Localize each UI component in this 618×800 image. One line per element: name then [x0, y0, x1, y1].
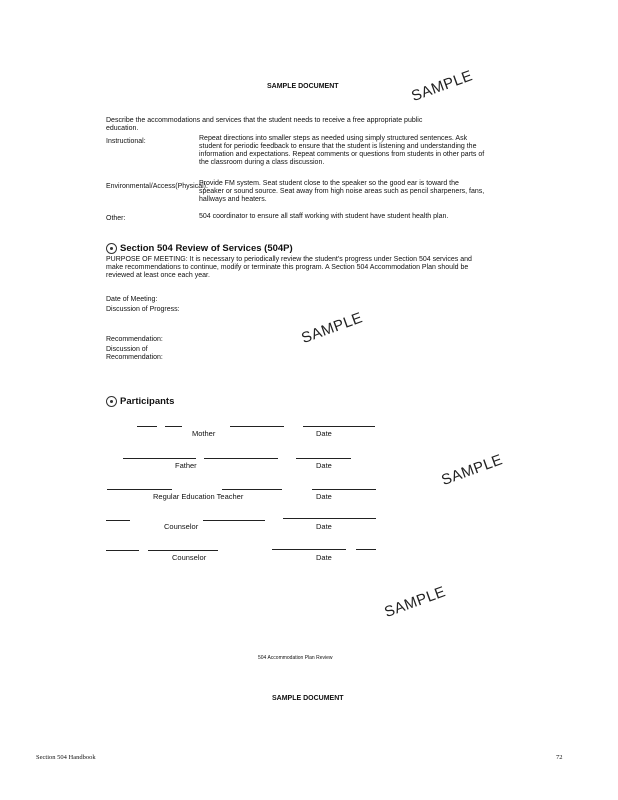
accommodation-label: Other: [106, 215, 126, 222]
participant-date-label: Date [316, 461, 332, 470]
sample-watermark: SAMPLE [382, 583, 449, 621]
participants-heading [106, 396, 174, 407]
purpose-line: make recommendations to continue, modify or terminate this program. A Section 504 Accommodation Plan should be [106, 264, 469, 271]
date-line [272, 549, 346, 550]
intro-text [106, 117, 506, 133]
accommodation-line: student for periodic feedback to ensure that the student is listening and understanding the [199, 143, 477, 150]
recommendation-label: Recommendation: [106, 336, 163, 343]
participant-role-label: Counselor [164, 522, 199, 531]
document-header-title: SAMPLE DOCUMENT [267, 83, 339, 90]
accommodation-line: the classroom during a class discussion. [199, 159, 325, 166]
signature-line [107, 489, 172, 490]
accommodation-line: information and expectations. Repeat comments or questions from students in other parts of [199, 151, 485, 158]
accommodation-line: Provide FM system. Seat student close to the speaker so the good ear is toward the [199, 180, 459, 187]
section-bullet-icon [106, 243, 117, 254]
intro-line: Describe the accommodations and services that the student needs to receive a free appropriate public [106, 117, 423, 124]
signature-line [106, 520, 130, 521]
participant-date-label: Date [316, 492, 332, 501]
purpose-line: PURPOSE OF MEETING: It is necessary to periodically review the student's progress under Section 504 services and [106, 256, 472, 263]
participant-date-label: Date [316, 553, 332, 562]
review-section-heading [106, 243, 293, 254]
signature-line [222, 489, 282, 490]
sample-watermark: SAMPLE [299, 309, 366, 347]
signature-line [137, 426, 157, 427]
accommodation-line: 504 coordinator to ensure all staff working with student have student health plan. [199, 213, 449, 220]
section-bullet-icon [106, 396, 117, 407]
accommodation-label: Environmental/Access(Physical): [106, 183, 208, 190]
accommodation-description [199, 213, 499, 221]
date-line [303, 426, 375, 427]
date-line [356, 549, 376, 550]
date-line [283, 518, 376, 519]
participant-date-label: Date [316, 429, 332, 438]
date-line [312, 489, 376, 490]
accommodation-description [199, 180, 499, 204]
form-caption: 504 Accommodation Plan Review [258, 655, 333, 661]
footer-page-number: 72 [556, 754, 563, 761]
participants-heading-text: Participants [120, 396, 175, 408]
discussion-line: Discussion of [106, 346, 148, 353]
signature-line [230, 426, 284, 427]
accommodation-description [199, 135, 499, 167]
accommodation-line: speaker or sound source. Seat away from high noise areas such as pencil sharpeners, fans, [199, 188, 485, 195]
accommodation-label: Instructional: [106, 138, 146, 145]
review-heading-text: Section 504 Review of Services (504P) [120, 243, 293, 255]
participant-role-label: Regular Education Teacher [153, 492, 244, 501]
sample-watermark: SAMPLE [409, 67, 476, 105]
date-line [296, 458, 351, 459]
accommodation-line: hallways and heaters. [199, 196, 267, 203]
signature-line [123, 458, 196, 459]
discussion-line: Recommendation: [106, 354, 163, 361]
participant-role-label: Father [175, 461, 197, 470]
discussion-of-recommendation-label [106, 346, 163, 362]
signature-line [204, 458, 278, 459]
accommodation-line: Repeat directions into smaller steps as needed using simply structured sentences. Ask [199, 135, 468, 142]
date-of-meeting-label: Date of Meeting: [106, 296, 158, 303]
discussion-of-progress-label: Discussion of Progress: [106, 306, 180, 313]
purpose-line: reviewed at least once each year. [106, 272, 210, 279]
signature-line [165, 426, 182, 427]
sample-watermark: SAMPLE [439, 451, 506, 489]
sample-document-stamp: SAMPLE DOCUMENT [272, 695, 344, 702]
participant-role-label: Mother [192, 429, 216, 438]
intro-line: education. [106, 125, 139, 132]
signature-line [148, 550, 218, 551]
purpose-text [106, 256, 506, 280]
signature-line [106, 550, 139, 551]
participant-role-label: Counselor [172, 553, 207, 562]
footer-handbook-title: Section 504 Handbook [36, 754, 96, 761]
participant-date-label: Date [316, 522, 332, 531]
signature-line [203, 520, 265, 521]
